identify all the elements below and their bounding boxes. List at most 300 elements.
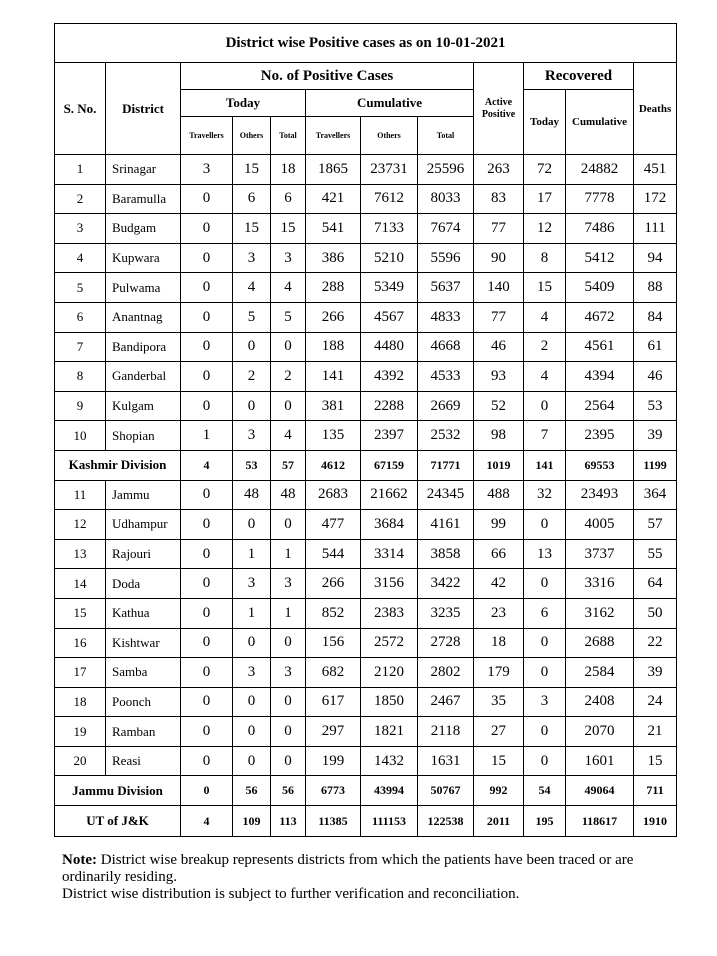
value-cell: 66 <box>474 539 524 569</box>
value-cell: 179 <box>474 658 524 688</box>
value-cell: 27 <box>474 717 524 747</box>
header-today-others: Others <box>233 117 271 155</box>
header-cumulative-travellers: Travellers <box>306 117 361 155</box>
district-cell: Ganderbal <box>106 362 181 392</box>
value-cell: 0 <box>181 628 233 658</box>
total-value-cell: 141 <box>524 450 566 480</box>
value-cell: 0 <box>271 687 306 717</box>
table-body <box>55 24 677 837</box>
value-cell: 24 <box>634 687 677 717</box>
table-row <box>55 510 677 540</box>
value-cell: 1850 <box>361 687 418 717</box>
value-cell: 3316 <box>566 569 634 599</box>
value-cell: 0 <box>524 510 566 540</box>
table-row <box>55 421 677 451</box>
total-value-cell: 992 <box>474 776 524 806</box>
total-value-cell: 4 <box>181 806 233 837</box>
value-cell: 682 <box>306 658 361 688</box>
value-cell: 24345 <box>418 480 474 510</box>
value-cell: 1 <box>181 421 233 451</box>
table-row <box>55 391 677 421</box>
value-cell: 0 <box>271 746 306 776</box>
total-value-cell: 195 <box>524 806 566 837</box>
value-cell: 15 <box>233 214 271 244</box>
value-cell: 32 <box>524 480 566 510</box>
header-positive-cases: No. of Positive Cases <box>181 63 474 90</box>
value-cell: 5349 <box>361 273 418 303</box>
total-value-cell: 69553 <box>566 450 634 480</box>
value-cell: 0 <box>181 658 233 688</box>
header-recovered-today: Today <box>524 90 566 155</box>
table-row <box>55 598 677 628</box>
header-cumulative: Cumulative <box>306 90 474 117</box>
value-cell: 2802 <box>418 658 474 688</box>
total-value-cell: 122538 <box>418 806 474 837</box>
value-cell: 8 <box>524 243 566 273</box>
table-row <box>55 746 677 776</box>
value-cell: 2408 <box>566 687 634 717</box>
district-cell: Ramban <box>106 717 181 747</box>
serial-cell: 12 <box>55 510 106 540</box>
value-cell: 4 <box>271 421 306 451</box>
value-cell: 3 <box>181 155 233 185</box>
value-cell: 35 <box>474 687 524 717</box>
value-cell: 266 <box>306 302 361 332</box>
serial-cell: 9 <box>55 391 106 421</box>
value-cell: 4668 <box>418 332 474 362</box>
note-label: Note: <box>62 852 97 868</box>
table-row <box>55 628 677 658</box>
table-row <box>55 569 677 599</box>
value-cell: 5637 <box>418 273 474 303</box>
value-cell: 0 <box>271 391 306 421</box>
district-cell: Baramulla <box>106 184 181 214</box>
value-cell: 1 <box>233 539 271 569</box>
value-cell: 5210 <box>361 243 418 273</box>
total-value-cell: 50767 <box>418 776 474 806</box>
value-cell: 90 <box>474 243 524 273</box>
total-label-cell: UT of J&K <box>55 806 181 837</box>
serial-cell: 19 <box>55 717 106 747</box>
value-cell: 94 <box>634 243 677 273</box>
serial-cell: 17 <box>55 658 106 688</box>
value-cell: 55 <box>634 539 677 569</box>
table-row <box>55 717 677 747</box>
value-cell: 77 <box>474 214 524 244</box>
header-cumulative-others: Others <box>361 117 418 155</box>
value-cell: 2 <box>524 332 566 362</box>
value-cell: 172 <box>634 184 677 214</box>
value-cell: 2564 <box>566 391 634 421</box>
value-cell: 544 <box>306 539 361 569</box>
serial-cell: 2 <box>55 184 106 214</box>
total-value-cell: 118617 <box>566 806 634 837</box>
value-cell: 4833 <box>418 302 474 332</box>
value-cell: 1631 <box>418 746 474 776</box>
value-cell: 2118 <box>418 717 474 747</box>
value-cell: 0 <box>181 480 233 510</box>
value-cell: 3314 <box>361 539 418 569</box>
value-cell: 0 <box>181 569 233 599</box>
value-cell: 52 <box>474 391 524 421</box>
district-cell: Udhampur <box>106 510 181 540</box>
total-value-cell: 711 <box>634 776 677 806</box>
district-cell: Kathua <box>106 598 181 628</box>
serial-cell: 7 <box>55 332 106 362</box>
value-cell: 99 <box>474 510 524 540</box>
value-cell: 0 <box>524 746 566 776</box>
value-cell: 21662 <box>361 480 418 510</box>
value-cell: 6 <box>271 184 306 214</box>
header-recovered-cumulative: Cumulative <box>566 90 634 155</box>
value-cell: 3 <box>233 243 271 273</box>
value-cell: 0 <box>181 717 233 747</box>
district-cell: Kulgam <box>106 391 181 421</box>
value-cell: 541 <box>306 214 361 244</box>
value-cell: 4392 <box>361 362 418 392</box>
value-cell: 364 <box>634 480 677 510</box>
total-label-cell: Jammu Division <box>55 776 181 806</box>
value-cell: 0 <box>181 302 233 332</box>
value-cell: 39 <box>634 658 677 688</box>
district-cases-table <box>54 23 677 837</box>
value-cell: 0 <box>233 391 271 421</box>
value-cell: 18 <box>271 155 306 185</box>
value-cell: 6 <box>524 598 566 628</box>
value-cell: 617 <box>306 687 361 717</box>
value-cell: 61 <box>634 332 677 362</box>
value-cell: 266 <box>306 569 361 599</box>
value-cell: 0 <box>524 391 566 421</box>
value-cell: 53 <box>634 391 677 421</box>
value-cell: 263 <box>474 155 524 185</box>
value-cell: 421 <box>306 184 361 214</box>
total-value-cell: 113 <box>271 806 306 837</box>
total-value-cell: 0 <box>181 776 233 806</box>
value-cell: 0 <box>181 687 233 717</box>
value-cell: 3684 <box>361 510 418 540</box>
value-cell: 0 <box>271 332 306 362</box>
district-cell: Doda <box>106 569 181 599</box>
value-cell: 88 <box>634 273 677 303</box>
serial-cell: 1 <box>55 155 106 185</box>
value-cell: 48 <box>233 480 271 510</box>
total-value-cell: 1019 <box>474 450 524 480</box>
value-cell: 15 <box>634 746 677 776</box>
value-cell: 23493 <box>566 480 634 510</box>
header-cumulative-total: Total <box>418 117 474 155</box>
value-cell: 2395 <box>566 421 634 451</box>
district-cell: Srinagar <box>106 155 181 185</box>
jammu-division-total-row <box>55 776 677 806</box>
table-row <box>55 480 677 510</box>
value-cell: 13 <box>524 539 566 569</box>
value-cell: 2584 <box>566 658 634 688</box>
district-cell: Kishtwar <box>106 628 181 658</box>
value-cell: 2467 <box>418 687 474 717</box>
value-cell: 46 <box>634 362 677 392</box>
table-row <box>55 184 677 214</box>
value-cell: 1 <box>271 598 306 628</box>
value-cell: 4 <box>233 273 271 303</box>
total-value-cell: 56 <box>271 776 306 806</box>
value-cell: 3 <box>271 569 306 599</box>
serial-cell: 11 <box>55 480 106 510</box>
district-cell: Samba <box>106 658 181 688</box>
value-cell: 4533 <box>418 362 474 392</box>
district-cell: Rajouri <box>106 539 181 569</box>
serial-cell: 5 <box>55 273 106 303</box>
header-today-travellers: Travellers <box>181 117 233 155</box>
value-cell: 3 <box>524 687 566 717</box>
table-row <box>55 539 677 569</box>
value-cell: 3 <box>233 421 271 451</box>
total-value-cell: 71771 <box>418 450 474 480</box>
value-cell: 83 <box>474 184 524 214</box>
value-cell: 4394 <box>566 362 634 392</box>
value-cell: 4161 <box>418 510 474 540</box>
ut-total-row <box>55 806 677 837</box>
value-cell: 2070 <box>566 717 634 747</box>
total-value-cell: 54 <box>524 776 566 806</box>
value-cell: 15 <box>233 155 271 185</box>
value-cell: 0 <box>233 746 271 776</box>
table-row <box>55 214 677 244</box>
value-cell: 0 <box>271 510 306 540</box>
value-cell: 7133 <box>361 214 418 244</box>
value-cell: 3156 <box>361 569 418 599</box>
total-value-cell: 1199 <box>634 450 677 480</box>
value-cell: 2 <box>271 362 306 392</box>
total-value-cell: 67159 <box>361 450 418 480</box>
value-cell: 0 <box>181 746 233 776</box>
total-value-cell: 4 <box>181 450 233 480</box>
value-cell: 0 <box>181 214 233 244</box>
table-row <box>55 273 677 303</box>
value-cell: 381 <box>306 391 361 421</box>
note-line-1 <box>62 852 677 886</box>
value-cell: 4567 <box>361 302 418 332</box>
value-cell: 188 <box>306 332 361 362</box>
value-cell: 0 <box>524 628 566 658</box>
value-cell: 2683 <box>306 480 361 510</box>
serial-cell: 10 <box>55 421 106 451</box>
total-value-cell: 1910 <box>634 806 677 837</box>
value-cell: 141 <box>306 362 361 392</box>
value-cell: 386 <box>306 243 361 273</box>
total-value-cell: 2011 <box>474 806 524 837</box>
value-cell: 17 <box>524 184 566 214</box>
table-row <box>55 243 677 273</box>
total-value-cell: 4612 <box>306 450 361 480</box>
total-value-cell: 111153 <box>361 806 418 837</box>
district-cell: Poonch <box>106 687 181 717</box>
serial-cell: 4 <box>55 243 106 273</box>
value-cell: 22 <box>634 628 677 658</box>
header-sno: S. No. <box>55 63 106 155</box>
total-value-cell: 56 <box>233 776 271 806</box>
value-cell: 0 <box>181 539 233 569</box>
value-cell: 0 <box>233 510 271 540</box>
table-row <box>55 332 677 362</box>
value-cell: 4 <box>271 273 306 303</box>
value-cell: 39 <box>634 421 677 451</box>
value-cell: 477 <box>306 510 361 540</box>
value-cell: 23 <box>474 598 524 628</box>
value-cell: 15 <box>524 273 566 303</box>
value-cell: 0 <box>233 717 271 747</box>
value-cell: 297 <box>306 717 361 747</box>
district-cell: Anantnag <box>106 302 181 332</box>
serial-cell: 20 <box>55 746 106 776</box>
table-title: District wise Positive cases as on 10-01-2021 <box>55 24 677 63</box>
value-cell: 4480 <box>361 332 418 362</box>
value-cell: 7778 <box>566 184 634 214</box>
value-cell: 488 <box>474 480 524 510</box>
serial-cell: 6 <box>55 302 106 332</box>
value-cell: 2532 <box>418 421 474 451</box>
value-cell: 3 <box>271 658 306 688</box>
value-cell: 0 <box>524 717 566 747</box>
value-cell: 288 <box>306 273 361 303</box>
value-cell: 64 <box>634 569 677 599</box>
total-value-cell: 11385 <box>306 806 361 837</box>
value-cell: 451 <box>634 155 677 185</box>
value-cell: 50 <box>634 598 677 628</box>
value-cell: 5 <box>271 302 306 332</box>
value-cell: 72 <box>524 155 566 185</box>
value-cell: 2728 <box>418 628 474 658</box>
case-report-sheet <box>54 23 677 837</box>
header-deaths: Deaths <box>634 63 677 155</box>
value-cell: 24882 <box>566 155 634 185</box>
value-cell: 0 <box>271 628 306 658</box>
value-cell: 0 <box>181 391 233 421</box>
value-cell: 199 <box>306 746 361 776</box>
table-row <box>55 658 677 688</box>
value-cell: 4672 <box>566 302 634 332</box>
value-cell: 0 <box>181 243 233 273</box>
value-cell: 0 <box>524 658 566 688</box>
value-cell: 0 <box>181 598 233 628</box>
value-cell: 15 <box>271 214 306 244</box>
serial-cell: 3 <box>55 214 106 244</box>
value-cell: 140 <box>474 273 524 303</box>
value-cell: 12 <box>524 214 566 244</box>
total-value-cell: 6773 <box>306 776 361 806</box>
value-cell: 98 <box>474 421 524 451</box>
header-recovered: Recovered <box>524 63 634 90</box>
district-cell: Pulwama <box>106 273 181 303</box>
serial-cell: 16 <box>55 628 106 658</box>
kashmir-division-total-row <box>55 450 677 480</box>
header-active-positive: Active Positive <box>474 63 524 155</box>
value-cell: 77 <box>474 302 524 332</box>
value-cell: 3 <box>233 658 271 688</box>
header-today: Today <box>181 90 306 117</box>
serial-cell: 15 <box>55 598 106 628</box>
table-row <box>55 302 677 332</box>
value-cell: 0 <box>181 362 233 392</box>
value-cell: 1432 <box>361 746 418 776</box>
header-today-total: Total <box>271 117 306 155</box>
value-cell: 0 <box>181 273 233 303</box>
value-cell: 7674 <box>418 214 474 244</box>
value-cell: 3 <box>271 243 306 273</box>
value-cell: 46 <box>474 332 524 362</box>
value-cell: 111 <box>634 214 677 244</box>
value-cell: 2288 <box>361 391 418 421</box>
value-cell: 21 <box>634 717 677 747</box>
value-cell: 2669 <box>418 391 474 421</box>
value-cell: 4 <box>524 362 566 392</box>
table-row <box>55 155 677 185</box>
value-cell: 3858 <box>418 539 474 569</box>
table-row <box>55 362 677 392</box>
value-cell: 2383 <box>361 598 418 628</box>
total-value-cell: 57 <box>271 450 306 480</box>
value-cell: 2688 <box>566 628 634 658</box>
value-cell: 8033 <box>418 184 474 214</box>
value-cell: 5 <box>233 302 271 332</box>
value-cell: 1 <box>233 598 271 628</box>
value-cell: 7 <box>524 421 566 451</box>
table-row <box>55 687 677 717</box>
value-cell: 84 <box>634 302 677 332</box>
value-cell: 48 <box>271 480 306 510</box>
footnote <box>62 852 677 903</box>
total-value-cell: 109 <box>233 806 271 837</box>
value-cell: 0 <box>271 717 306 747</box>
value-cell: 7486 <box>566 214 634 244</box>
value-cell: 42 <box>474 569 524 599</box>
value-cell: 3737 <box>566 539 634 569</box>
district-cell: Budgam <box>106 214 181 244</box>
value-cell: 1821 <box>361 717 418 747</box>
value-cell: 1 <box>271 539 306 569</box>
value-cell: 6 <box>233 184 271 214</box>
value-cell: 15 <box>474 746 524 776</box>
value-cell: 0 <box>233 687 271 717</box>
total-label-cell: Kashmir Division <box>55 450 181 480</box>
value-cell: 0 <box>181 332 233 362</box>
value-cell: 2120 <box>361 658 418 688</box>
total-value-cell: 53 <box>233 450 271 480</box>
value-cell: 25596 <box>418 155 474 185</box>
value-cell: 18 <box>474 628 524 658</box>
value-cell: 5412 <box>566 243 634 273</box>
header-district: District <box>106 63 181 155</box>
value-cell: 2397 <box>361 421 418 451</box>
value-cell: 2572 <box>361 628 418 658</box>
value-cell: 7612 <box>361 184 418 214</box>
value-cell: 2 <box>233 362 271 392</box>
serial-cell: 14 <box>55 569 106 599</box>
serial-cell: 18 <box>55 687 106 717</box>
value-cell: 0 <box>181 510 233 540</box>
total-value-cell: 49064 <box>566 776 634 806</box>
value-cell: 0 <box>233 628 271 658</box>
note-line-2: District wise distribution is subject to further verification and reconciliation. <box>62 886 520 902</box>
value-cell: 4005 <box>566 510 634 540</box>
total-value-cell: 43994 <box>361 776 418 806</box>
district-cell: Shopian <box>106 421 181 451</box>
district-cell: Kupwara <box>106 243 181 273</box>
value-cell: 1865 <box>306 155 361 185</box>
value-cell: 23731 <box>361 155 418 185</box>
note-text-1: District wise breakup represents districts from which the patients have been traced or are ordinarily residing. <box>62 852 634 885</box>
value-cell: 0 <box>233 332 271 362</box>
